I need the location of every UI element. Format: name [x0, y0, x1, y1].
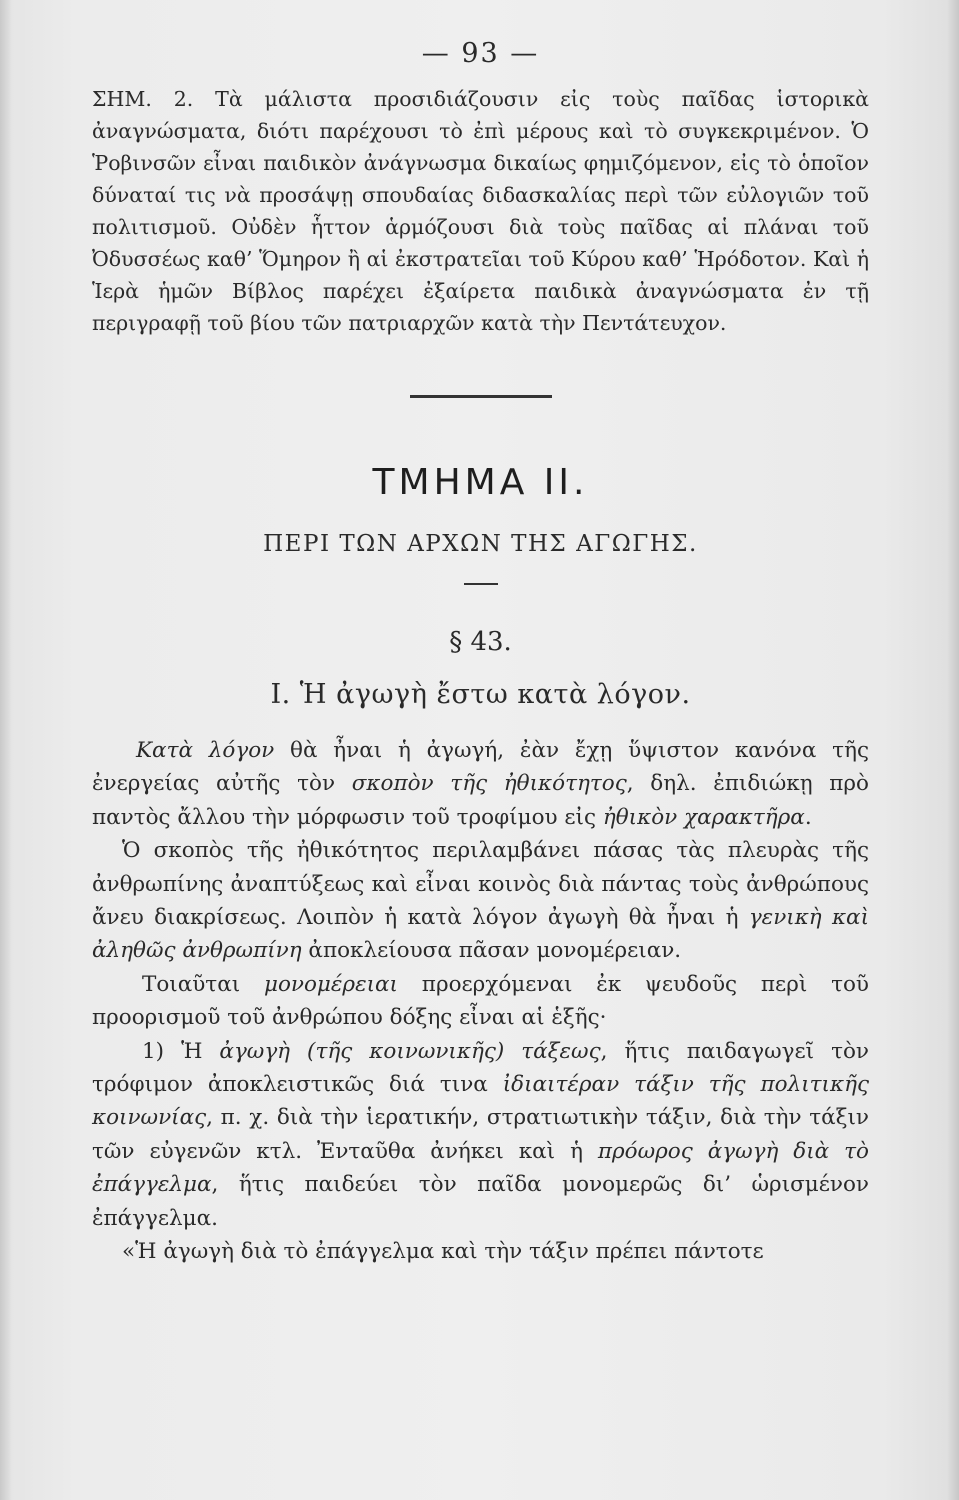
text-run: , ἥτις παιδεύει τὸν παῖδα μονομερῶς δι’ ὡρισμένον ἐπάγγελμα.: [92, 1172, 869, 1231]
text-run: .: [804, 804, 812, 830]
text-run: Τοιαῦται: [142, 971, 264, 997]
body-text: [92, 734, 869, 1269]
emphasis: ἀγωγὴ (τῆς κοινωνικῆς) τάξεως: [219, 1038, 601, 1064]
section-title: ΤΜΗΜΑ ΙΙ.: [372, 462, 589, 503]
page-edge-shadow-left: [0, 0, 12, 1500]
footnote-text: ΣΗΜ. 2. Τὰ μάλιστα προσιδιάζουσιν εἰς τοὺς παῖδας ἱστορικὰ ἀναγνώσματα, διότι παρέχουσι τὸ ἐπὶ μέρους καὶ τὸ συγκεκριμένον. Ὁ Ῥοβινσῶν εἶναι παιδικὸν ἀνάγνωσμα δικαίως φημιζόμενον, εἰς τὸ ὁποῖον δύναταί τις νὰ προσάψῃ σπουδαίας διδασκαλίας περὶ τῶν εὐλογιῶν τοῦ πολιτισμοῦ. Οὐδὲν ἧττον ἁρμόζουσι διὰ τοὺς παῖδας αἱ πλάναι τοῦ Ὀδυσσέως καθ’ Ὅμηρον ἢ αἱ ἐκστρατεῖαι τοῦ Κύρου καθ’ Ἡρόδοτον. Καὶ ἡ Ἱερὰ ἡμῶν Βίβλος παρέχει ἐξαίρετα παιδικὰ ἀναγνώσματα ἐν τῇ περιγραφῇ τοῦ βίου τῶν πατριαρχῶν κατὰ τὴν Πεντάτευχον.: [92, 87, 869, 335]
body-paragraph-3: [92, 968, 869, 1035]
footnote-block: [92, 83, 869, 339]
emphasis: πρόωρος ἀγωγὴ διὰ τὸ ἐπάγγελμα: [92, 1138, 869, 1198]
emphasis: ἠθικὸν χαρακτῆρα: [602, 804, 805, 830]
emphasis: γενικὴ καὶ ἀληθῶς ἀνθρωπίνη: [92, 905, 870, 964]
text-run: Ὁ σκοπὸς τῆς ἠθικότητος περιλαμβάνει πάσας τὰς πλευρὰς τῆς ἀνθρωπίνης ἀναπτύξεως καὶ εἶναι κοινὸς διὰ πάντας τοὺς ἀνθρώπους ἄνευ διακρίσεως. Λοιπὸν ἡ κατὰ λόγον ἀγωγὴ θὰ ἦναι ἡ: [92, 838, 869, 931]
page-edge-shadow-right: [947, 0, 959, 1500]
text-run: 1) Ἡ: [142, 1038, 220, 1064]
body-paragraph-4: [92, 1035, 869, 1235]
emphasis: ἰδιαιτέραν τάξιν τῆς πολιτικῆς κοινωνίας: [92, 1072, 869, 1131]
section-divider: [410, 395, 552, 398]
page-number: — 93 —: [421, 38, 540, 69]
emphasis: σκοπὸν τῆς ἠθικότητος: [351, 771, 627, 797]
text-run: προερχόμεναι ἐκ ψευδοῦς περὶ τοῦ προορισμοῦ τοῦ ἀνθρώπου δόξης εἶναι αἱ ἑξῆς·: [92, 971, 870, 1031]
text-run: , ἥτις παιδαγωγεῖ τὸν τρόφιμον ἀποκλειστικῶς διά τινα: [92, 1038, 869, 1098]
paragraph-number: § 43.: [449, 627, 512, 657]
text-run: , δηλ. ἐπιδιώκῃ πρὸ παντὸς ἄλλου τὴν μόρφωσιν τοῦ τροφίμου εἰς: [92, 771, 869, 830]
paragraph-heading: Ι. Ἡ ἀγωγὴ ἔστω κατὰ λόγον.: [270, 679, 691, 710]
emphasis: Κατὰ λόγον: [136, 738, 275, 763]
body-paragraph-1: [92, 734, 869, 834]
text-run: θὰ ἦναι ἡ ἀγωγή, ἐὰν ἔχῃ ὕψιστον κανόνα τῆς ἐνεργείας αὐτῆς τὸν: [92, 738, 869, 797]
section-subtitle: ΠΕΡΙ ΤΩΝ ΑΡΧΩΝ ΤΗΣ ΑΓΩΓΗΣ.: [263, 531, 698, 557]
text-run: , π. χ. διὰ τὴν ἱερατικήν, στρατιωτικὴν τάξιν, διὰ τὴν τάξιν τῶν εὐγενῶν κτλ. Ἐνταῦθα ἀνήκει καὶ ἡ: [92, 1105, 869, 1164]
short-divider: [464, 583, 498, 585]
text-run: ἀποκλείουσα πᾶσαν μονομέρειαν.: [301, 938, 682, 964]
emphasis: μονομέρειαι: [263, 971, 398, 997]
body-paragraph-5: «Ἡ ἀγωγὴ διὰ τὸ ἐπάγγελμα καὶ τὴν τάξιν πρέπει πάντοτε: [122, 1239, 764, 1265]
body-paragraph-2: [92, 834, 869, 968]
